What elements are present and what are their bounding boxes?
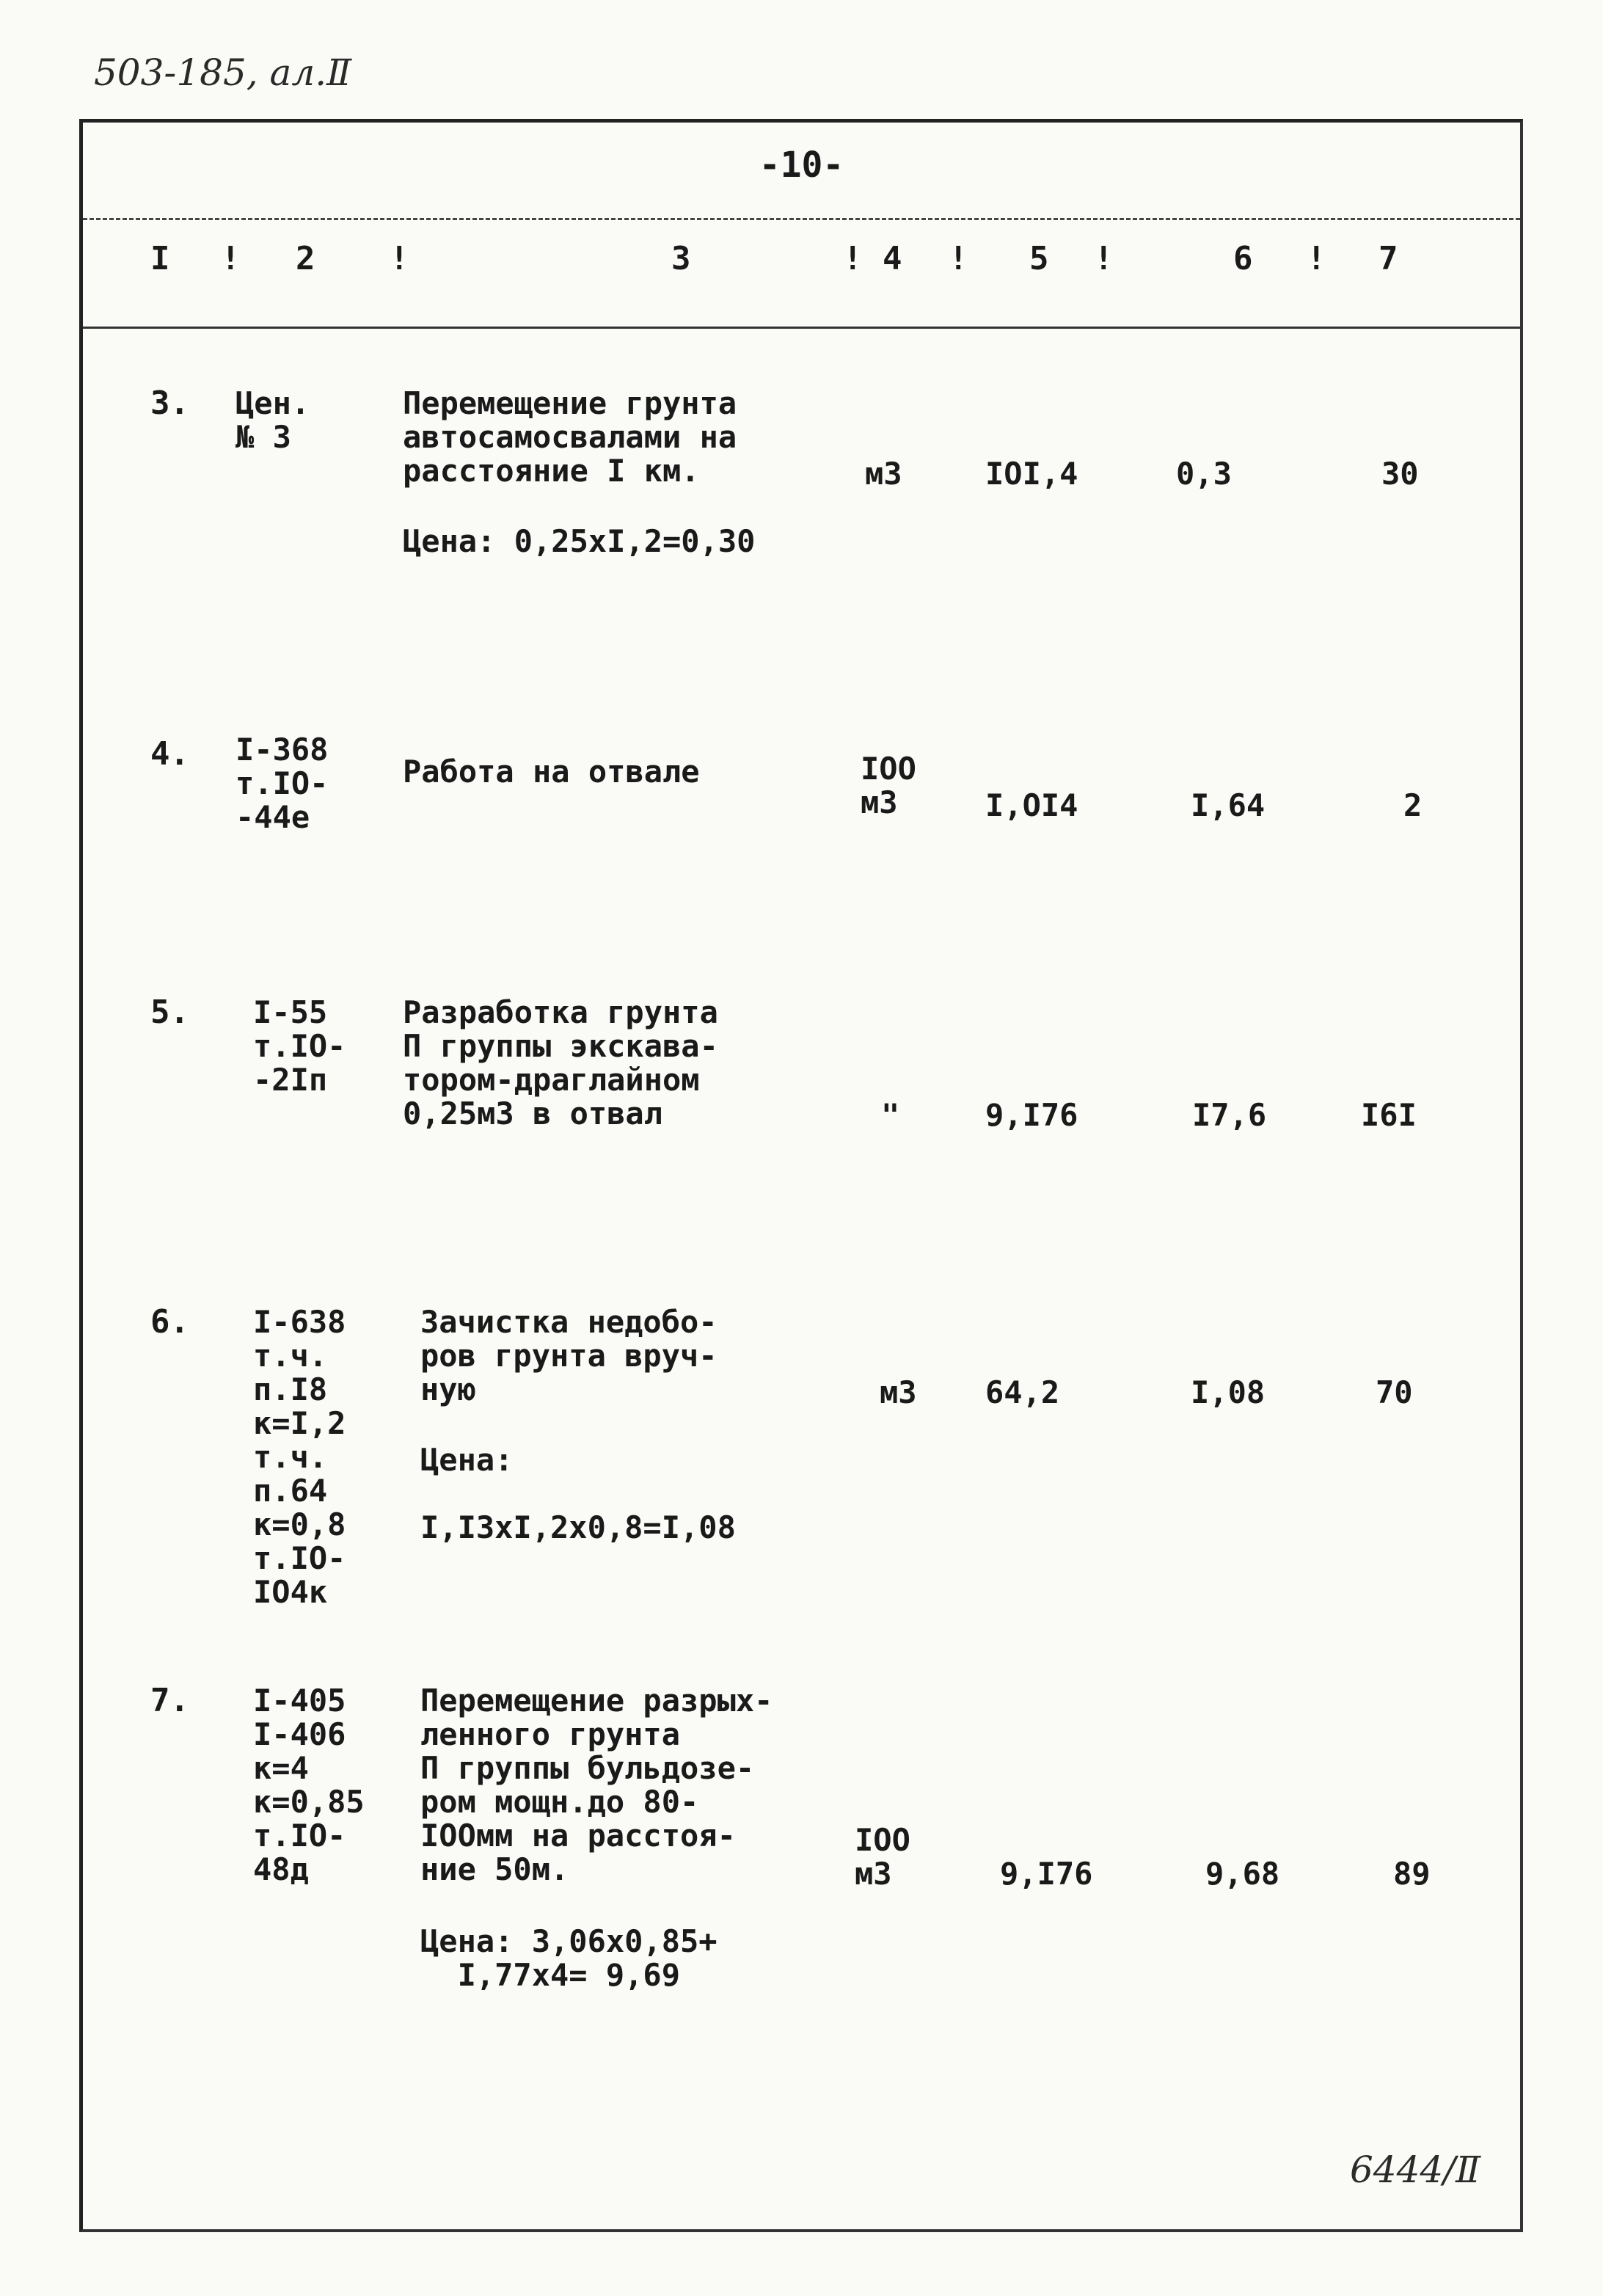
row-unit-price: I,64 <box>1191 787 1266 823</box>
row-total: 89 <box>1393 1856 1431 1892</box>
column-header-1: I <box>150 240 170 277</box>
row-price-note: Цена: 3,06х0,85+ I,77х4= 9,69 <box>420 1923 717 1993</box>
row-number: 6. <box>150 1303 189 1341</box>
row-price-note: Цена: I,I3хI,2х0,8=I,08 <box>420 1442 736 1545</box>
column-header-7: 7 <box>1379 240 1398 277</box>
row-total: 30 <box>1381 456 1419 492</box>
row-quantity: I,OI4 <box>985 787 1078 823</box>
table-frame <box>79 119 1523 2232</box>
column-separator: ! <box>949 240 968 277</box>
row-unit: м3 <box>880 1374 917 1410</box>
row-description: Зачистка недобо- ров грунта вруч- ную <box>420 1304 717 1407</box>
row-unit: IOO м3 <box>855 1822 910 1892</box>
row-number: 7. <box>150 1682 189 1719</box>
handwritten-archive-number: 6444/Ⅱ <box>1350 2149 1481 2191</box>
row-code: I-405 I-406 к=4 к=0,85 т.IO- 48д <box>253 1683 365 1887</box>
column-separator: ! <box>1307 240 1326 277</box>
column-separator: ! <box>390 240 409 277</box>
header-bottom-rule <box>83 327 1520 329</box>
row-unit-price: 0,3 <box>1176 456 1232 492</box>
column-header-5: 5 <box>1029 240 1049 277</box>
row-description: Перемещение разрых- ленного грунта П группы бульдозе- ром мощн.до 80- IOOмм на расстоя- ние 50м. <box>420 1683 773 1887</box>
row-unit-price: 9,68 <box>1205 1856 1280 1892</box>
row-code: Цен. № 3 <box>235 385 310 455</box>
row-unit-price: I,08 <box>1191 1374 1266 1410</box>
row-total: I6I <box>1361 1097 1417 1133</box>
column-header-4: 4 <box>883 240 902 277</box>
row-price-note: Цена: 0,25хI,2=0,30 <box>403 523 756 559</box>
column-header-2: 2 <box>296 240 315 277</box>
page-number: -10- <box>759 145 844 186</box>
row-unit-price: I7,6 <box>1192 1097 1267 1133</box>
row-description: Перемещение грунта автосамосвалами на расстояние I км. <box>403 385 737 489</box>
column-separator: ! <box>221 240 241 277</box>
row-number: 4. <box>150 735 189 773</box>
column-header-3: 3 <box>671 240 691 277</box>
row-quantity: 9,I76 <box>1000 1856 1093 1892</box>
row-number: 5. <box>150 994 189 1031</box>
row-quantity: 9,I76 <box>985 1097 1078 1133</box>
row-quantity: 64,2 <box>985 1374 1060 1410</box>
column-header-6: 6 <box>1233 240 1253 277</box>
row-unit: " <box>881 1097 900 1133</box>
row-total: 70 <box>1376 1374 1413 1410</box>
row-description: Работа на отвале <box>403 754 700 790</box>
row-total: 2 <box>1403 787 1423 823</box>
row-description: Разработка грунта П группы экскава- тором-драглайном 0,25м3 в отвал <box>403 994 718 1131</box>
column-separator: ! <box>843 240 863 277</box>
handwritten-document-code: 503-185, ал.Ⅱ <box>94 51 352 94</box>
row-unit: IOO м3 <box>861 751 916 820</box>
row-code: I-55 т.IO- -2Iп <box>253 994 346 1098</box>
header-top-rule <box>83 218 1520 220</box>
row-code: I-368 т.IO- -44е <box>235 732 329 835</box>
column-separator: ! <box>1094 240 1114 277</box>
row-quantity: IOI,4 <box>985 456 1078 492</box>
row-number: 3. <box>150 385 189 422</box>
row-unit: м3 <box>865 456 902 492</box>
row-code: I-638 т.ч. п.I8 к=I,2 т.ч. п.64 к=0,8 т.IO- IO4к <box>253 1304 346 1610</box>
